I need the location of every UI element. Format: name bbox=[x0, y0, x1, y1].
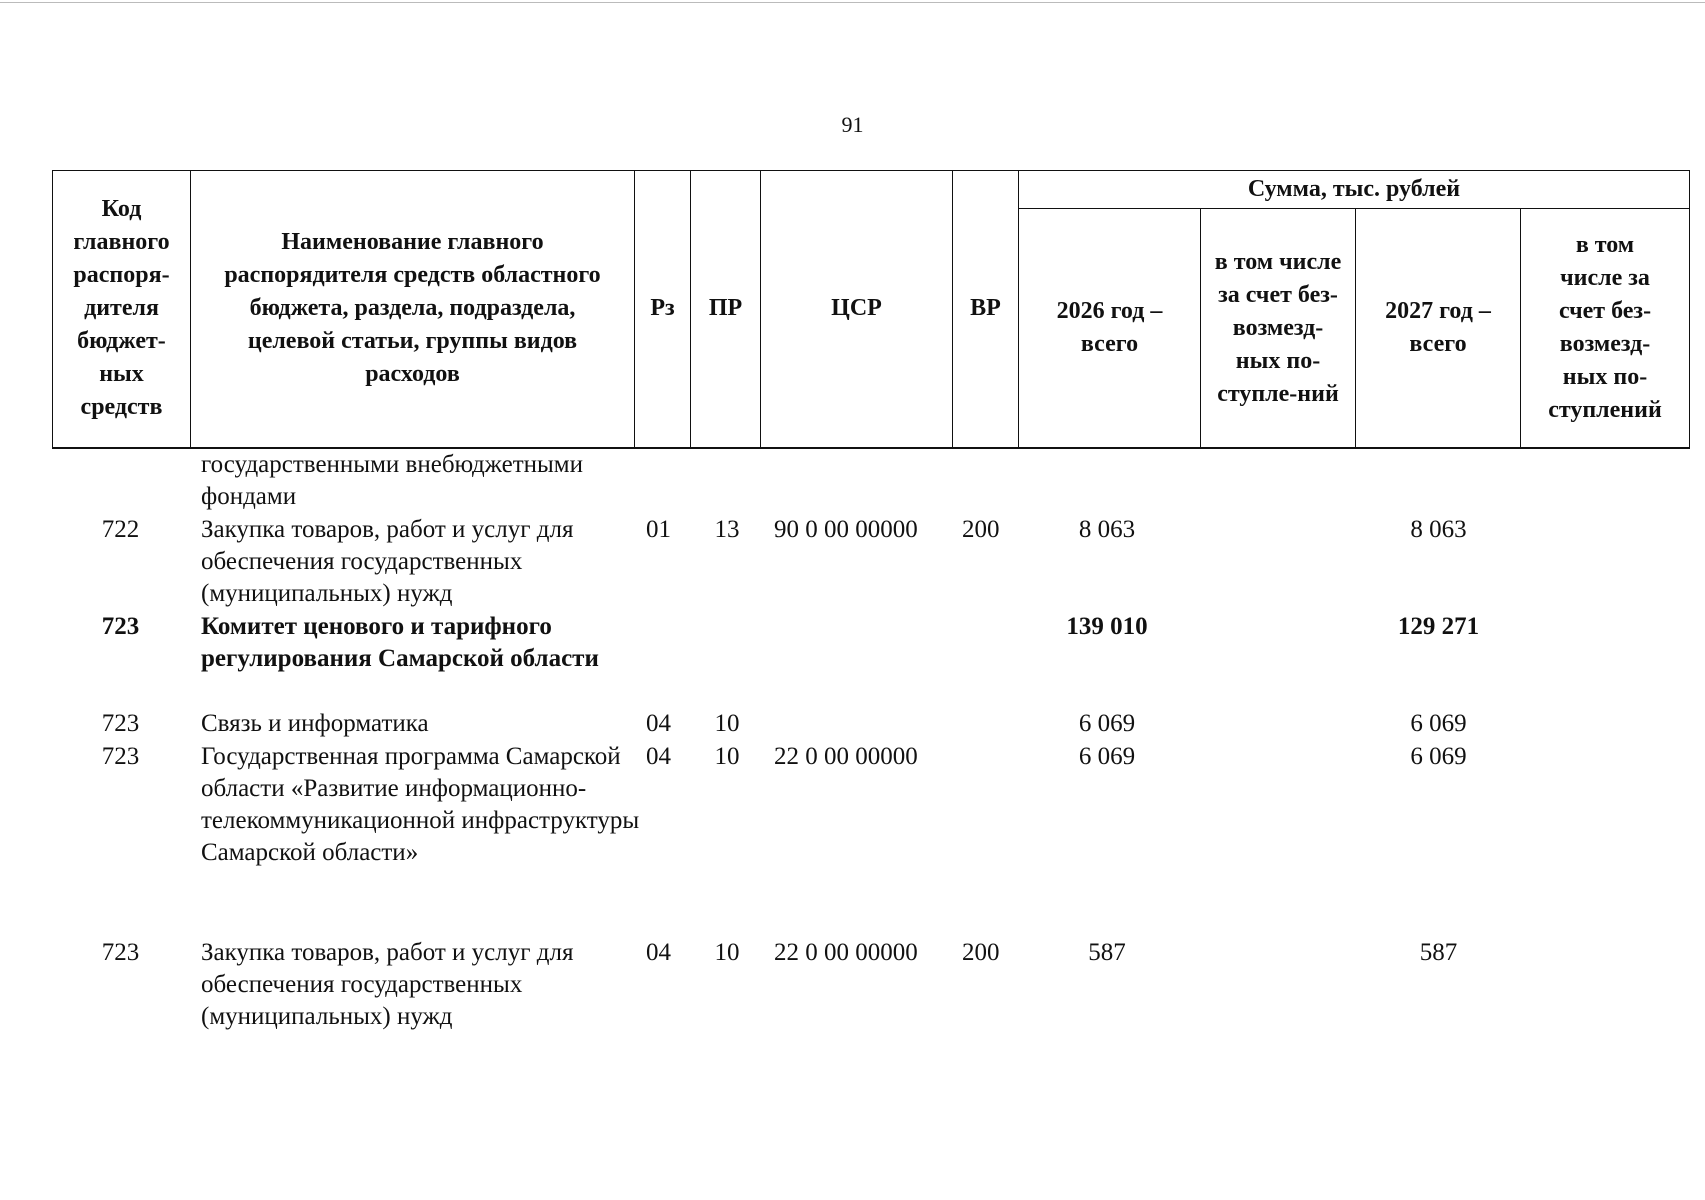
row-y2026: 139 010 bbox=[1066, 613, 1148, 640]
row-y2027: 8 063 bbox=[1410, 516, 1467, 543]
row-y2026: 6 069 bbox=[1078, 743, 1136, 770]
header-vr: ВР bbox=[970, 295, 1001, 321]
header-code: Код главного распоря-дителя бюджет-ных средств bbox=[73, 196, 170, 420]
header-y2027: 2027 год – всего bbox=[1385, 298, 1491, 357]
row-vr: 200 bbox=[962, 939, 1000, 966]
row-y2027: 6 069 bbox=[1410, 743, 1467, 770]
row-name: Связь и информатика bbox=[201, 710, 429, 737]
page-number: 91 bbox=[841, 112, 864, 137]
row-code: 723 bbox=[101, 743, 140, 770]
header-y2026: 2026 год – всего bbox=[1056, 298, 1163, 357]
row-code: 723 bbox=[101, 710, 140, 737]
row-name: Закупка товаров, работ и услуг для обеспечения государственных (муниципальных) нужд bbox=[201, 939, 574, 1030]
row-vr: 200 bbox=[962, 516, 1000, 543]
table-header bbox=[52, 170, 1690, 447]
row-y2026: 6 069 bbox=[1078, 710, 1136, 737]
row-name: государственными внебюджетными фондами bbox=[201, 451, 584, 510]
row-name: Закупка товаров, работ и услуг для обеспечения государственных (муниципальных) нужд bbox=[201, 516, 574, 607]
row-y2026: 8 063 bbox=[1078, 516, 1136, 543]
row-pr: 10 bbox=[714, 743, 740, 770]
border-right bbox=[1689, 170, 1690, 447]
header-name: Наименование главного распорядителя средств областного бюджета, раздела, подраздела, целевой статьи, группы видов расходов bbox=[224, 229, 601, 387]
header-incl-2026: в том числе за счет без-возмезд-ных по-ступле-ний bbox=[1214, 248, 1342, 407]
row-y2026: 587 bbox=[1088, 939, 1126, 966]
header-csr: ЦСР bbox=[831, 295, 882, 321]
top-edge-line bbox=[0, 2, 1705, 3]
header-sum: Сумма, тыс. рублей bbox=[1247, 175, 1461, 202]
row-rz: 04 bbox=[646, 710, 671, 737]
row-pr: 10 bbox=[714, 939, 740, 966]
row-csr: 22 0 00 00000 bbox=[774, 939, 918, 966]
row-name: Государственная программа Самарской области «Развитие информационно-телекоммуникационной инфраструктуры Самарской области» bbox=[201, 743, 640, 866]
header-incl-2027: в том числе за счет без-возмезд-ных по-ступлений bbox=[1548, 232, 1662, 423]
row-pr: 10 bbox=[714, 710, 740, 737]
row-rz: 01 bbox=[646, 516, 671, 543]
row-code: 723 bbox=[101, 613, 140, 640]
header-rz: Рз bbox=[650, 295, 675, 321]
row-y2027: 129 271 bbox=[1397, 613, 1480, 640]
row-name: Комитет ценового и тарифного регулирования Самарской области bbox=[201, 613, 599, 672]
row-rz: 04 bbox=[646, 743, 671, 770]
row-code: 722 bbox=[101, 516, 140, 543]
header-pr: ПР bbox=[708, 295, 743, 321]
row-csr: 90 0 00 00000 bbox=[774, 516, 918, 543]
row-y2027: 6 069 bbox=[1410, 710, 1467, 737]
row-y2027: 587 bbox=[1419, 939, 1458, 966]
row-csr: 22 0 00 00000 bbox=[774, 743, 918, 770]
row-pr: 13 bbox=[714, 516, 740, 543]
row-rz: 04 bbox=[646, 939, 671, 966]
row-code: 723 bbox=[101, 939, 140, 966]
